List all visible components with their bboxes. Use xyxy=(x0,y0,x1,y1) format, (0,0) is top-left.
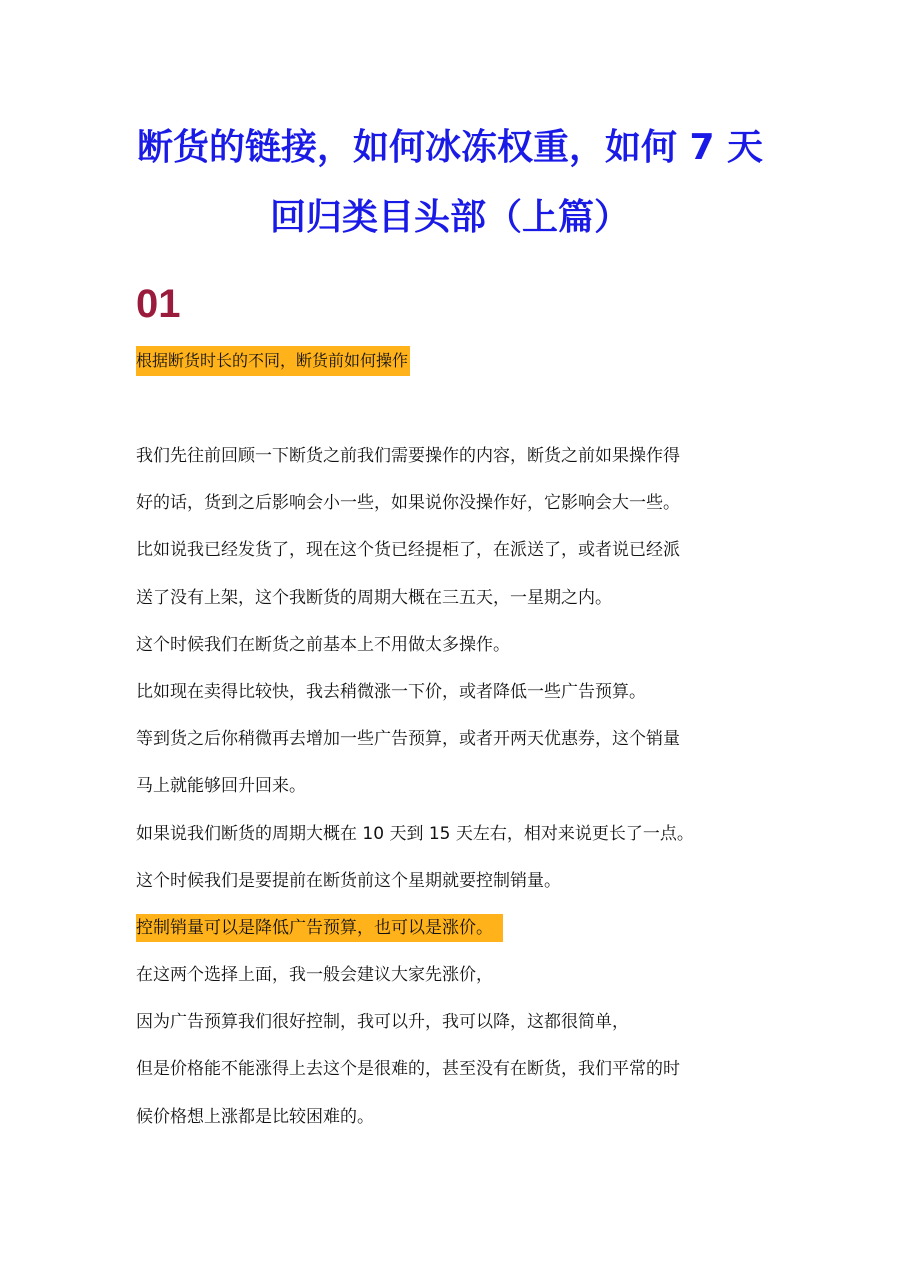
body-line xyxy=(136,716,776,763)
document-title-line-2: 回归类目头部（上篇） xyxy=(269,197,630,238)
body-line xyxy=(136,1046,776,1093)
body-line-text: 在这两个选择上面，我一般会建议大家先涨价， xyxy=(136,965,493,986)
body-line xyxy=(136,999,776,1046)
body-line xyxy=(136,669,776,716)
body-line xyxy=(136,480,776,527)
body-line xyxy=(136,527,776,574)
body-line-text: 比如说我已经发货了，现在这个货已经提柜了，在派送了，或者说已经派 xyxy=(136,540,680,561)
body-text xyxy=(136,433,776,1141)
body-line-text: 这个时候我们在断货之前基本上不用做太多操作。 xyxy=(136,634,510,655)
document-title-line-1: 断货的链接，如何冰冻权重，如何 7 天 xyxy=(136,127,764,168)
body-line-text: 等到货之后你稍微再去增加一些广告预算，或者开两天优惠券，这个销量 xyxy=(136,729,680,750)
body-line-text: 比如现在卖得比较快，我去稍微涨一下价，或者降低一些广告预算。 xyxy=(136,681,646,702)
body-line-text: 这个时候我们是要提前在断货前这个星期就要控制销量。 xyxy=(136,870,561,891)
body-line xyxy=(136,575,776,622)
body-line-text: 因为广告预算我们很好控制，我可以升，我可以降，这都很简单， xyxy=(136,1012,629,1033)
body-line xyxy=(136,858,776,905)
body-line xyxy=(136,622,776,669)
body-line-text: 我们先往前回顾一下断货之前我们需要操作的内容，断货之前如果操作得 xyxy=(136,446,680,466)
section-number: 01 xyxy=(136,282,181,326)
body-line xyxy=(136,811,776,858)
highlighted-text: 控制销量可以是降低广告预算，也可以是涨价。 xyxy=(136,914,503,942)
body-line-highlighted xyxy=(136,905,776,952)
section-subheading: 根据断货时长的不同，断货前如何操作 xyxy=(136,346,410,376)
body-line xyxy=(136,433,776,480)
body-line xyxy=(136,1094,776,1141)
body-line xyxy=(136,952,776,999)
body-line-text: 马上就能够回升回来。 xyxy=(136,776,306,797)
body-line-text: 候价格想上涨都是比较困难的。 xyxy=(136,1106,374,1127)
body-line-text: 但是价格能不能涨得上去这个是很难的，甚至没有在断货，我们平常的时 xyxy=(136,1059,680,1080)
body-line-text: 好的话，货到之后影响会小一些，如果说你没操作好，它影响会大一些。 xyxy=(136,493,680,514)
body-line xyxy=(136,763,776,810)
body-line-text: 送了没有上架，这个我断货的周期大概在三五天，一星期之内。 xyxy=(136,587,612,608)
body-line-text: 如果说我们断货的周期大概在 10 天到 15 天左右，相对来说更长了一点。 xyxy=(136,823,694,844)
